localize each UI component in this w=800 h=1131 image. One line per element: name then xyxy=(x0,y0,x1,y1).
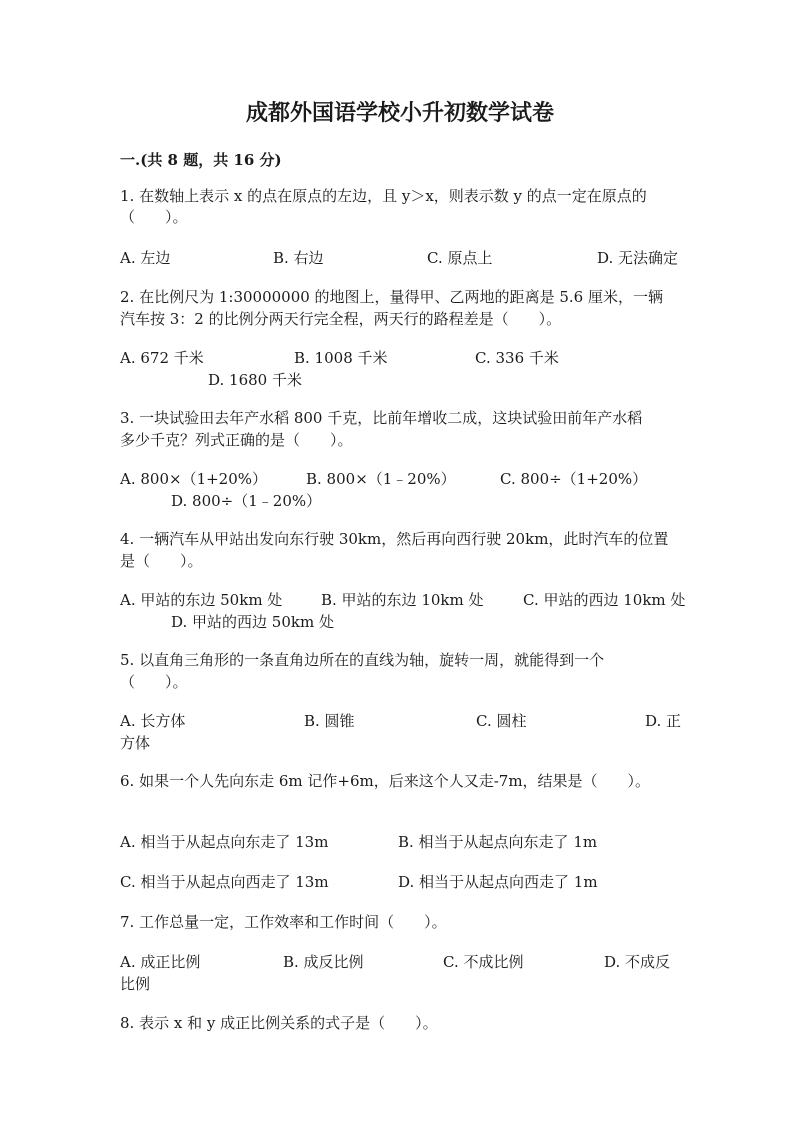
question-2-line-1: 2. 在比例尺为 1:30000000 的地图上，量得甲、乙两地的距离是 5.6 厘米，一辆 xyxy=(120,288,663,306)
question-7-option-a: A. 成正比例 xyxy=(120,953,201,971)
question-8-line-1: 8. 表示 x 和 y 成正比例关系的式子是（ ）。 xyxy=(120,1014,438,1032)
question-2-option-c: C. 336 千米 xyxy=(475,349,559,367)
question-1-line-2: （ ）。 xyxy=(120,208,188,226)
question-7-line-1: 7. 工作总量一定，工作效率和工作时间（ ）。 xyxy=(120,913,447,931)
question-3-option-a: A. 800×（1+20%） xyxy=(120,470,268,488)
question-3-option-b: B. 800×（1﹣20%） xyxy=(306,470,456,488)
page-title: 成都外国语学校小升初数学试卷 xyxy=(245,100,554,126)
question-1-option-a: A. 左边 xyxy=(120,249,171,267)
question-6-option-d: D. 相当于从起点向西走了 1m xyxy=(398,873,598,891)
question-6-line-1: 6. 如果一个人先向东走 6m 记作+6m，后来这个人又走-7m，结果是（ ）。 xyxy=(120,772,651,790)
question-2-option-a: A. 672 千米 xyxy=(120,349,204,367)
question-4-option-c: C. 甲站的西边 10km 处 xyxy=(523,591,686,609)
question-3-option-c: C. 800÷（1+20%） xyxy=(500,470,648,488)
question-4-option-a: A. 甲站的东边 50km 处 xyxy=(120,591,283,609)
question-5-option-d-wrap: 方体 xyxy=(120,734,151,752)
question-7-option-d-wrap: 比例 xyxy=(120,975,151,993)
question-1-line-1: 1. 在数轴上表示 x 的点在原点的左边，且 y＞x，则表示数 y 的点一定在原点的 xyxy=(120,187,647,205)
question-5-line-1: 5. 以直角三角形的一条直角边所在的直线为轴，旋转一周，就能得到一个 xyxy=(120,651,605,669)
question-1-option-d: D. 无法确定 xyxy=(597,249,679,267)
question-5-option-c: C. 圆柱 xyxy=(476,712,527,730)
question-5-option-a: A. 长方体 xyxy=(120,712,186,730)
question-4-option-b: B. 甲站的东边 10km 处 xyxy=(321,591,484,609)
question-6-option-a: A. 相当于从起点向东走了 13m xyxy=(120,833,329,851)
question-4-option-d: D. 甲站的西边 50km 处 xyxy=(171,613,334,631)
section-header: 一.(共 8 题，共 16 分) xyxy=(120,151,282,169)
question-6-option-c: C. 相当于从起点向西走了 13m xyxy=(120,873,329,891)
question-3-line-2: 多少千克？列式正确的是（ ）。 xyxy=(120,431,353,449)
question-2-option-b: B. 1008 千米 xyxy=(294,349,388,367)
question-1-option-b: B. 右边 xyxy=(273,249,324,267)
question-4-line-2: 是（ ）。 xyxy=(120,552,203,570)
question-6-option-b: B. 相当于从起点向东走了 1m xyxy=(398,833,598,851)
question-2-line-2: 汽车按 3：2 的比例分两天行完全程，两天行的路程差是（ ）。 xyxy=(120,310,562,328)
question-5-option-b: B. 圆锥 xyxy=(304,712,355,730)
question-4-line-1: 4. 一辆汽车从甲站出发向东行驶 30km，然后再向西行驶 20km，此时汽车的位置 xyxy=(120,530,669,548)
question-7-option-c: C. 不成比例 xyxy=(443,953,524,971)
question-7-option-d: D. 不成反 xyxy=(604,953,671,971)
question-3-option-d: D. 800÷（1﹣20%） xyxy=(171,492,322,510)
question-7-option-b: B. 成反比例 xyxy=(283,953,364,971)
question-5-option-d: D. 正 xyxy=(645,712,682,730)
question-1-option-c: C. 原点上 xyxy=(427,249,493,267)
question-3-line-1: 3. 一块试验田去年产水稻 800 千克，比前年增收二成，这块试验田前年产水稻 xyxy=(120,409,643,427)
question-2-option-d: D. 1680 千米 xyxy=(208,371,302,389)
question-5-line-2: （ ）。 xyxy=(120,673,188,691)
